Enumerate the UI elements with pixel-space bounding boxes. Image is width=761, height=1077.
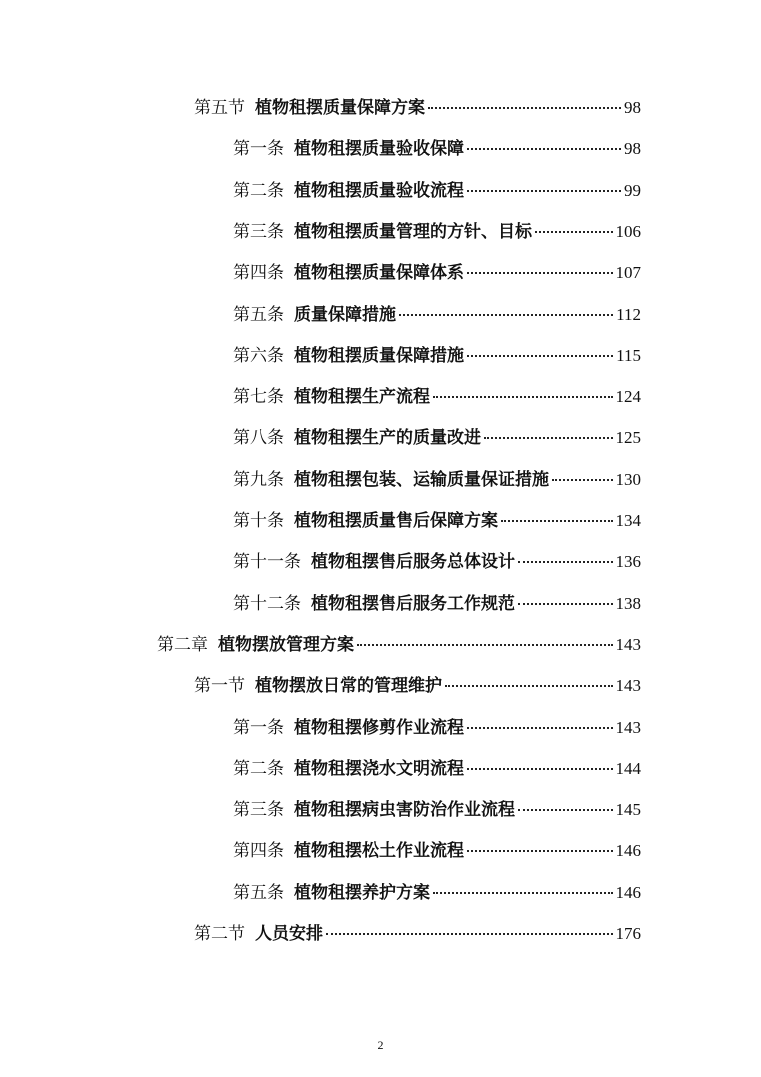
toc-entry-title: 植物租摆质量管理的方针、目标 (294, 221, 532, 242)
toc-entry-title: 植物租摆质量保障体系 (294, 263, 464, 284)
toc-entry-title: 人员安排 (255, 924, 323, 944)
toc-entry-number: 第六条 (233, 345, 284, 366)
toc-entry-page: 98 (624, 98, 641, 117)
toc-dot-leader (467, 148, 621, 150)
toc-entry[interactable] (233, 715, 641, 741)
toc-entry-number: 第四条 (233, 841, 284, 862)
toc-entry[interactable] (233, 797, 641, 823)
toc-entry-number: 第三条 (233, 800, 284, 821)
toc-dot-leader (433, 396, 613, 398)
toc-entry-number: 第五节 (194, 98, 245, 118)
toc-entry-title: 植物摆放管理方案 (218, 634, 354, 655)
toc-entry-page: 176 (615, 924, 641, 943)
toc-entry-number: 第二条 (233, 180, 284, 201)
toc-entry-page: 124 (615, 387, 641, 407)
toc-entry-title: 植物租摆售后服务工作规范 (311, 593, 515, 614)
toc-entry-page: 112 (616, 304, 641, 324)
toc-entry[interactable] (233, 467, 641, 493)
toc-dot-leader (518, 809, 613, 811)
toc-entry-title: 植物租摆质量售后保障方案 (294, 511, 498, 531)
toc-entry-number: 第十条 (233, 511, 284, 531)
toc-dot-leader (326, 933, 613, 935)
toc-entry-title: 植物租摆生产的质量改进 (294, 428, 481, 449)
toc-dot-leader (518, 561, 613, 563)
toc-entry-page: 125 (615, 428, 641, 448)
toc-dot-leader (484, 437, 613, 439)
toc-entry-page: 145 (615, 800, 641, 820)
toc-entry-title: 植物租摆质量保障方案 (255, 98, 425, 118)
toc-entry-title: 植物租摆质量验收保障 (294, 139, 464, 160)
toc-entry[interactable] (157, 632, 641, 658)
toc-entry-number: 第三条 (233, 221, 284, 242)
toc-entry-title: 植物租摆浇水文明流程 (294, 758, 464, 779)
toc-dot-leader (535, 231, 613, 233)
toc-entry-page: 136 (615, 552, 641, 572)
toc-entry[interactable] (233, 549, 641, 575)
toc-entry[interactable] (194, 921, 641, 947)
toc-entry[interactable] (194, 673, 641, 699)
toc-entry-page: 98 (624, 139, 641, 159)
toc-dot-leader (467, 190, 621, 192)
toc-dot-leader (467, 727, 613, 729)
toc-entry[interactable] (233, 219, 641, 245)
toc-entry[interactable] (233, 880, 641, 906)
toc-entry-page: 143 (615, 717, 641, 737)
toc-entry[interactable] (233, 136, 641, 162)
toc-entry-number: 第十二条 (233, 593, 301, 614)
toc-entry[interactable] (233, 756, 641, 782)
toc-entry-page: 144 (615, 758, 641, 778)
toc-entry-page: 143 (615, 634, 641, 654)
toc-entry[interactable] (233, 178, 641, 204)
toc-entry-number: 第二章 (157, 634, 208, 655)
toc-dot-leader (399, 314, 613, 316)
toc-entry-title: 植物租摆生产流程 (294, 387, 430, 408)
toc-entry-page: 146 (615, 841, 641, 861)
toc-entry-title: 植物租摆病虫害防治作业流程 (294, 800, 515, 821)
toc-entry-number: 第一条 (233, 139, 284, 160)
toc-entry-number: 第四条 (233, 263, 284, 284)
toc-entry-title: 植物租摆修剪作业流程 (294, 717, 464, 738)
toc-entry-title: 植物租摆质量保障措施 (294, 345, 464, 366)
toc-entry-page: 115 (616, 345, 641, 365)
toc-dot-leader (467, 272, 613, 274)
toc-entry-page: 143 (615, 676, 641, 696)
toc-entry-title: 植物摆放日常的管理维护 (255, 676, 442, 697)
toc-entry-page: 99 (624, 180, 641, 200)
toc-entry-title: 植物租摆松土作业流程 (294, 841, 464, 862)
toc-entry[interactable] (233, 591, 641, 617)
toc-entry[interactable] (233, 508, 641, 534)
footer-page-number: 2 (377, 1038, 384, 1052)
toc-entry-title: 植物租摆养护方案 (294, 882, 430, 903)
toc-dot-leader (467, 768, 613, 770)
toc-entry-title: 植物租摆售后服务总体设计 (311, 552, 515, 573)
toc-dot-leader (518, 603, 613, 605)
toc-entry-page: 130 (615, 469, 641, 489)
toc-entry[interactable] (233, 838, 641, 864)
toc-entry-page: 107 (615, 263, 641, 283)
toc-entry[interactable] (233, 425, 641, 451)
toc-entry[interactable] (233, 302, 641, 328)
toc-dot-leader (428, 107, 621, 109)
toc-dot-leader (552, 479, 613, 481)
toc-entry-page: 134 (615, 511, 641, 530)
toc-entry-number: 第二条 (233, 758, 284, 779)
toc-entry-number: 第一条 (233, 717, 284, 738)
toc-entry-title: 质量保障措施 (294, 304, 396, 325)
toc-dot-leader (445, 685, 613, 687)
toc-entry-page: 146 (615, 882, 641, 902)
toc-entry-title: 植物租摆包装、运输质量保证措施 (294, 469, 549, 490)
toc-entry[interactable] (233, 343, 641, 369)
toc-entry-page: 106 (615, 221, 641, 241)
toc-entry[interactable] (233, 384, 641, 410)
toc-entry-title: 植物租摆质量验收流程 (294, 180, 464, 201)
toc-dot-leader (357, 644, 613, 646)
toc-entry[interactable] (233, 260, 641, 286)
toc-entry-number: 第一节 (194, 676, 245, 697)
toc-dot-leader (467, 355, 613, 357)
toc-dot-leader (501, 520, 613, 522)
toc-entry-number: 第十一条 (233, 552, 301, 573)
toc-entry-number: 第五条 (233, 304, 284, 325)
toc-dot-leader (467, 850, 613, 852)
toc-entry-number: 第五条 (233, 882, 284, 903)
toc-entry-number: 第二节 (194, 924, 245, 944)
toc-entry-page: 138 (615, 593, 641, 613)
toc-entry[interactable] (194, 95, 641, 121)
toc-entry-number: 第七条 (233, 387, 284, 408)
toc-dot-leader (433, 892, 613, 894)
toc-entry-number: 第八条 (233, 428, 284, 449)
toc-entry-number: 第九条 (233, 469, 284, 490)
